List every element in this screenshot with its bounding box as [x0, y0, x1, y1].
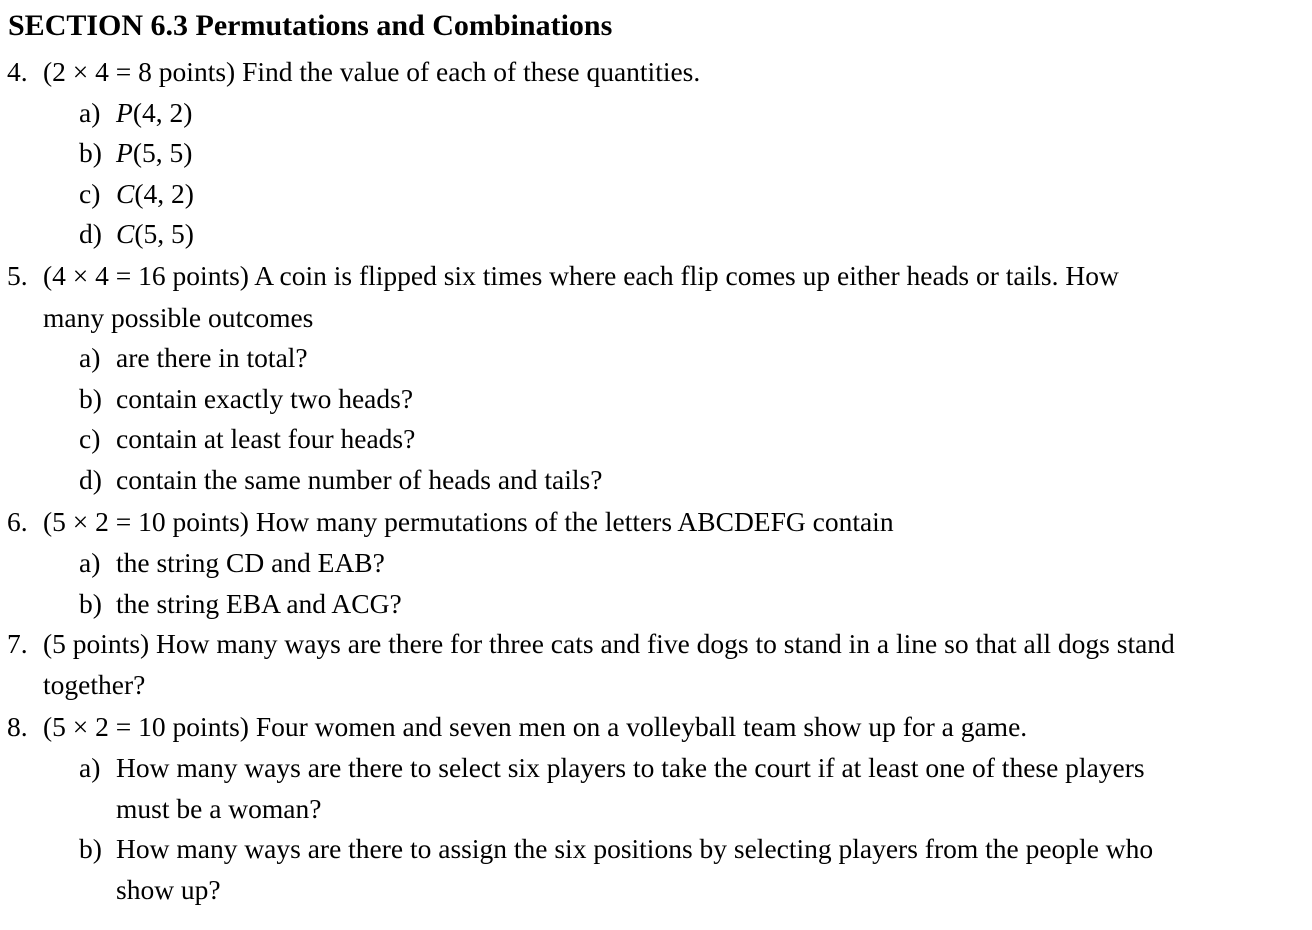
function-arguments: (5, 5) [134, 218, 194, 249]
part-expression [116, 174, 194, 214]
function-symbol: C [116, 178, 135, 209]
part-expression [116, 93, 192, 133]
part-text: show up? [116, 874, 221, 905]
question-number: 4. [7, 56, 28, 87]
part-label: a) [79, 97, 101, 128]
question-number: 5. [7, 260, 28, 291]
part-label: b) [79, 833, 102, 864]
part-label: c) [79, 423, 101, 454]
part-text: contain at least four heads? [116, 423, 416, 454]
part-label: a) [79, 547, 101, 578]
part-label: b) [79, 383, 102, 414]
question-text: (4 × 4 = 16 points) A coin is flipped six times where each flip comes up either heads or tails. How [43, 260, 1119, 291]
part-text: How many ways are there to assign the six positions by selecting players from the people who [116, 833, 1154, 864]
function-arguments: (4, 2) [132, 97, 193, 128]
part-label: a) [79, 342, 101, 373]
question-text: (5 points) How many ways are there for three cats and five dogs to stand in a line so that all dogs stand [43, 628, 1175, 659]
part-label: c) [79, 178, 101, 209]
question-number: 8. [7, 711, 28, 742]
function-arguments: (5, 5) [132, 137, 193, 168]
part-expression [116, 214, 194, 254]
part-text: are there in total? [116, 342, 308, 373]
question-text: (5 × 2 = 10 points) How many permutations of the letters ABCDEFG contain [43, 506, 894, 537]
part-label: d) [79, 464, 102, 495]
part-text: the string CD and EAB? [116, 547, 385, 578]
part-label: b) [79, 588, 102, 619]
section-title: SECTION 6.3 Permutations and Combinations [8, 9, 613, 42]
part-label: d) [79, 218, 102, 249]
part-text: contain exactly two heads? [116, 383, 414, 414]
part-text: the string EBA and ACG? [116, 588, 402, 619]
question-number: 6. [7, 506, 28, 537]
part-label: b) [79, 137, 102, 168]
part-label: a) [79, 752, 101, 783]
question-number: 7. [7, 628, 28, 659]
function-arguments: (4, 2) [134, 178, 194, 209]
question-text: (2 × 4 = 8 points) Find the value of each of these quantities. [43, 56, 701, 87]
question-text: (5 × 2 = 10 points) Four women and seven men on a volleyball team show up for a game. [43, 711, 1028, 742]
function-symbol: P [116, 97, 133, 128]
part-text: must be a woman? [116, 793, 322, 824]
part-text: contain the same number of heads and tails? [116, 464, 603, 495]
function-symbol: C [116, 218, 135, 249]
part-expression [116, 133, 192, 173]
question-7-continuation: together? [43, 669, 146, 700]
question-5-continuation: many possible outcomes [43, 302, 314, 333]
part-text: How many ways are there to select six players to take the court if at least one of these players [116, 752, 1145, 783]
function-symbol: P [116, 137, 133, 168]
